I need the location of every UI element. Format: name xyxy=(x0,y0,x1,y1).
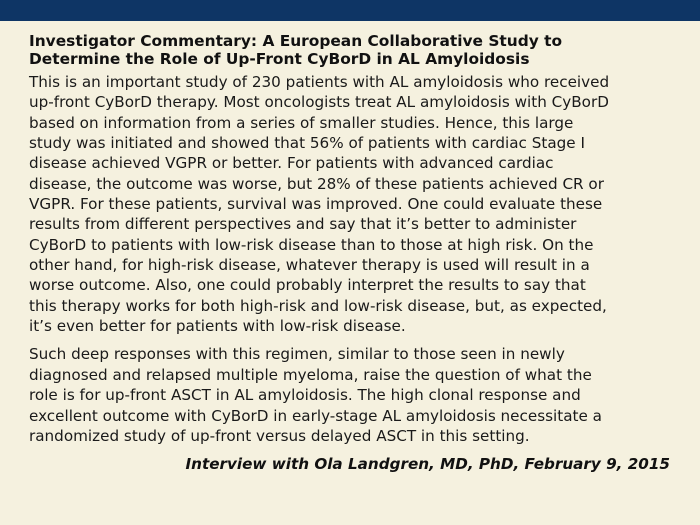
paragraph-line: up-front CyBorD therapy. Most oncologists treat AL amyloidosis with CyBorD xyxy=(29,93,609,112)
paragraph-line: disease achieved VGPR or better. For patients with advanced cardiac xyxy=(29,154,554,173)
paragraph-line: results from different perspectives and say that it’s better to administer xyxy=(29,215,577,234)
title-line: Determine the Role of Up-Front CyBorD in AL Amyloidosis xyxy=(29,50,530,68)
paragraph-line: it’s even better for patients with low-risk disease. xyxy=(29,317,406,336)
title-line: Investigator Commentary: A European Collaborative Study to xyxy=(29,32,563,50)
paragraph-line: This is an important study of 230 patients with AL amyloidosis who received xyxy=(29,73,610,91)
paragraph-line: this therapy works for both high-risk and low-risk disease, but, as expected, xyxy=(29,296,607,315)
paragraph-line: VGPR. For these patients, survival was improved. One could evaluate these xyxy=(29,195,603,214)
commentary-paragraph-1 xyxy=(29,72,678,336)
paragraph-line: randomized study of up-front versus delayed ASCT in this setting. xyxy=(29,426,530,445)
paragraph-line: Such deep responses with this regimen, similar to those seen in newly xyxy=(29,345,565,364)
paragraph-line: worse outcome. Also, one could probably interpret the results to say that xyxy=(29,276,586,295)
header-band xyxy=(0,0,700,21)
paragraph-line: disease, the outcome was worse, but 28% of these patients achieved CR or xyxy=(29,174,604,193)
paragraph-line: diagnosed and relapsed multiple myeloma, raise the question of what the xyxy=(29,365,592,384)
paragraph-line: role is for up-front ASCT in AL amyloidosis. The high clonal response and xyxy=(29,386,581,405)
slide-content xyxy=(0,21,700,474)
paragraph-line: based on information from a series of smaller studies. Hence, this large xyxy=(29,113,574,132)
paragraph-line: other hand, for high-risk disease, whatever therapy is used will result in a xyxy=(29,256,590,275)
interview-attribution: Interview with Ola Landgren, MD, PhD, February 9, 2015 xyxy=(185,455,670,474)
paragraph-line: excellent outcome with CyBorD in early-stage AL amyloidosis necessitate a xyxy=(29,406,602,425)
slide-title xyxy=(29,32,678,68)
paragraph-line: study was initiated and showed that 56% of patients with cardiac Stage I xyxy=(29,134,585,153)
paragraph-line: CyBorD to patients with low-risk disease than to those at high risk. On the xyxy=(29,235,594,254)
commentary-paragraph-2 xyxy=(29,344,678,446)
